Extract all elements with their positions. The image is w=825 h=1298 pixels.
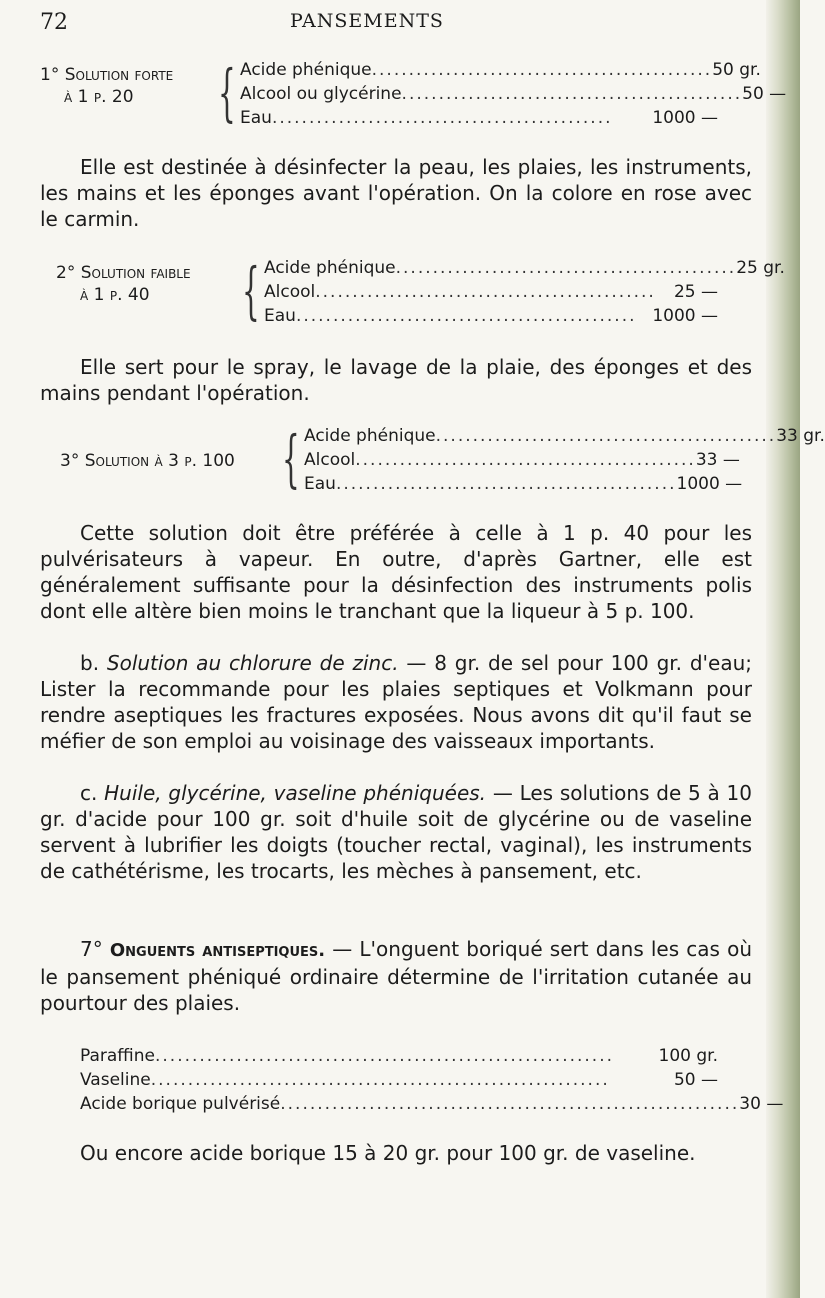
formula-label: 1° Solution forte bbox=[40, 65, 174, 85]
formula-label: 3° Solution à 3 p. 100 bbox=[60, 451, 235, 471]
formula-row: Acide borique pulvérisé .............................................................. 30 — bbox=[80, 1094, 784, 1114]
paragraph: Cette solution doit être préférée à celle à 1 p. 40 pour les pulvérisateurs à vapeur. En outre, d'après Gartner, elle est généralement suffisante pour la désinfection des instruments polis dont elle altère bien moins le tranchant que la liqueur à 5 p. 100. bbox=[40, 521, 752, 623]
formula-row: Acide phénique .............................................. 33 gr. bbox=[304, 426, 825, 446]
paragraph: Elle est destinée à désinfecter la peau, les plaies, les instruments, les mains et les éponges avant l'opération. On la colore en rose avec le carmin. bbox=[40, 155, 752, 231]
brace-icon: { bbox=[218, 56, 236, 129]
section-title: Solution au chlorure de zinc. bbox=[106, 651, 399, 675]
running-title: PANSEMENTS bbox=[290, 10, 444, 32]
formula-row: Paraffine .............................................................. 100 gr. bbox=[80, 1046, 718, 1066]
brace-icon: { bbox=[242, 254, 260, 327]
paragraph-phenol-oils: c. Huile, glycérine, vaseline phéniquées. — Les solutions de 5 à 10 gr. d'acide pour 100 gr. soit d'huile soit de glycérine ou de vaseline servent à lubrifier les doigts (toucher rectal, vaginal), les instruments de cathétérisme, les trocarts, les mèches à pansement, etc. bbox=[40, 781, 753, 883]
page-number: 72 bbox=[40, 10, 68, 35]
formula-label-ratio: à 1 p. 20 bbox=[64, 87, 134, 107]
formula-boric-ointment bbox=[40, 1046, 784, 1130]
formula-row: Acide phénique .............................................. 25 gr. bbox=[264, 258, 785, 278]
formula-3pct-solution bbox=[40, 422, 825, 510]
formula-row: Eau .............................................. 1000 — bbox=[240, 108, 718, 128]
paragraph: Ou encore acide borique 15 à 20 gr. pour 100 gr. de vaseline. bbox=[80, 1141, 696, 1165]
formula-weak-solution bbox=[40, 254, 785, 342]
formula-row: Acide phénique .............................................. 50 gr. bbox=[240, 60, 761, 80]
formula-label: 2° Solution faible bbox=[56, 263, 191, 283]
formula-row: Alcool .............................................. 33 — bbox=[304, 450, 740, 470]
formula-row: Alcool ou glycérine .............................................. 50 — bbox=[240, 84, 787, 104]
section-title: Huile, glycérine, vaseline phéniquées. bbox=[104, 781, 487, 805]
formula-strong-solution bbox=[40, 56, 787, 144]
brace-icon: { bbox=[282, 422, 300, 495]
section-title: Onguents antiseptiques. bbox=[109, 940, 326, 961]
paragraph-ointments: 7° Onguents antiseptiques. — L'onguent boriqué sert dans les cas où le pansement phéniqué ordinaire détermine de l'irritation cutanée au pourtour des plaies. bbox=[40, 937, 753, 1015]
formula-row: Vaseline .............................................................. 50 — bbox=[80, 1070, 718, 1090]
formula-label-ratio: à 1 p. 40 bbox=[80, 285, 150, 305]
formula-row: Eau .............................................. 1000 — bbox=[304, 474, 743, 494]
paragraph: Elle sert pour le spray, le lavage de la plaie, des éponges et des mains pendant l'opération. bbox=[40, 355, 752, 405]
formula-row: Alcool .............................................. 25 — bbox=[264, 282, 718, 302]
page-header bbox=[40, 10, 740, 40]
formula-row: Eau .............................................. 1000 — bbox=[264, 306, 718, 326]
paragraph-zinc-chloride: b. Solution au chlorure de zinc. — 8 gr. de sel pour 100 gr. d'eau; Lister la recommande pour les plaies septiques et Volkmann pour rendre aseptiques les fractures exposées. Nous avons dit qu'il faut se méfier de son emploi au voisinage des vaisseaux importants. bbox=[40, 651, 753, 753]
